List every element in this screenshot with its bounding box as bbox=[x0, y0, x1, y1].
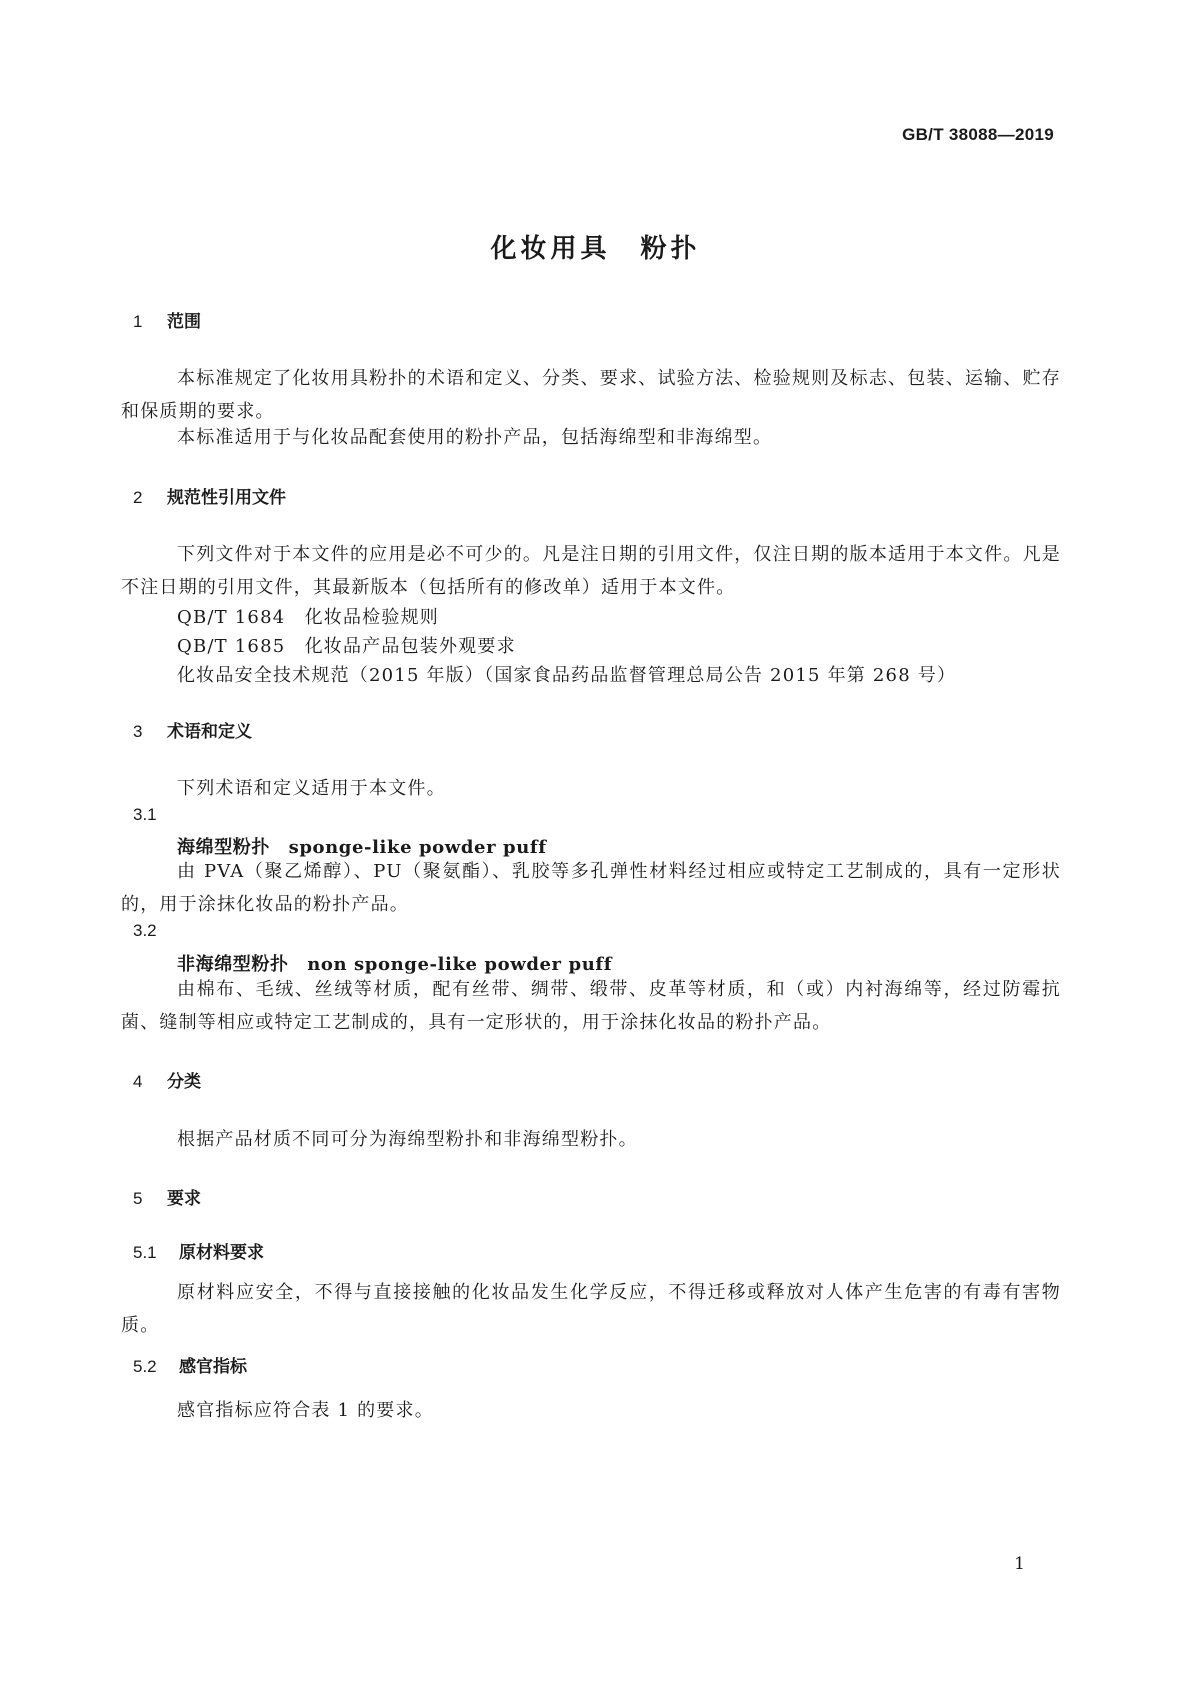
section-title: 原材料要求 bbox=[179, 1243, 264, 1263]
section-title: 术语和定义 bbox=[167, 722, 252, 742]
paragraph: 原材料应安全，不得与直接接触的化妆品发生化学反应，不得迁移或释放对人体产生危害的有毒有害物质。 bbox=[121, 1282, 1061, 1336]
section-number: 4 bbox=[133, 1072, 143, 1091]
paragraph: 根据产品材质不同可分为海绵型粉扑和非海绵型粉扑。 bbox=[177, 1129, 638, 1150]
section-number: 2 bbox=[133, 488, 143, 507]
paragraph: 本标准适用于与化妆品配套使用的粉扑产品，包括海绵型和非海绵型。 bbox=[177, 427, 773, 448]
section-heading-normative-references bbox=[133, 483, 286, 508]
section-heading-classification bbox=[133, 1067, 201, 1092]
reference-item: QB/T 1685 化妆品产品包装外观要求 bbox=[177, 636, 516, 657]
paragraph: 感官指标应符合表 1 的要求。 bbox=[177, 1400, 434, 1421]
page-number: 1 bbox=[1014, 1554, 1025, 1574]
section-number: 5 bbox=[133, 1189, 143, 1208]
subsection-heading-raw-materials bbox=[133, 1238, 264, 1263]
term-title: 非海绵型粉扑 non sponge-like powder puff bbox=[177, 954, 613, 975]
section-title: 规范性引用文件 bbox=[167, 488, 286, 508]
term-definition: 由棉布、毛绒、丝绒等材质，配有丝带、绸带、缎带、皮革等材质，和（或）内衬海绵等，经过防霉抗菌、缝制等相应或特定工艺制成的，具有一定形状的，用于涂抹化妆品的粉扑产品。 bbox=[121, 979, 1061, 1033]
reference-item: QB/T 1684 化妆品检验规则 bbox=[177, 607, 439, 628]
section-number: 5.1 bbox=[133, 1243, 157, 1262]
section-title: 分类 bbox=[167, 1072, 201, 1092]
section-title: 要求 bbox=[167, 1189, 201, 1209]
section-heading-requirements bbox=[133, 1184, 201, 1209]
paragraph: 下列文件对于本文件的应用是必不可少的。凡是注日期的引用文件，仅注日期的版本适用于本文件。凡是不注日期的引用文件，其最新版本（包括所有的修改单）适用于本文件。 bbox=[121, 544, 1061, 598]
reference-item: 化妆品安全技术规范（2015 年版）（国家食品药品监督管理总局公告 2015 年第 268 号） bbox=[177, 665, 957, 686]
term-number: 3.2 bbox=[133, 921, 157, 940]
paragraph: 下列术语和定义适用于本文件。 bbox=[177, 778, 446, 799]
term-definition: 由 PVA（聚乙烯醇）、PU（聚氨酯）、乳胶等多孔弹性材料经过相应或特定工艺制成的，具有一定形状的，用于涂抹化妆品的粉扑产品。 bbox=[121, 861, 1061, 915]
term-number: 3.1 bbox=[133, 805, 157, 824]
section-title: 感官指标 bbox=[179, 1357, 247, 1377]
section-number: 3 bbox=[133, 722, 143, 741]
standard-code: GB/T 38088—2019 bbox=[902, 125, 1054, 144]
subsection-heading-sensory-indicators bbox=[133, 1352, 247, 1377]
section-number: 1 bbox=[133, 312, 143, 331]
section-heading-scope bbox=[133, 307, 201, 332]
section-number: 5.2 bbox=[133, 1357, 157, 1376]
term-title: 海绵型粉扑 sponge-like powder puff bbox=[177, 837, 547, 858]
paragraph: 本标准规定了化妆用具粉扑的术语和定义、分类、要求、试验方法、检验规则及标志、包装、运输、贮存和保质期的要求。 bbox=[121, 368, 1061, 422]
section-title: 范围 bbox=[167, 312, 201, 332]
document-title: 化妆用具 粉扑 bbox=[490, 234, 701, 264]
section-heading-terms bbox=[133, 717, 252, 742]
